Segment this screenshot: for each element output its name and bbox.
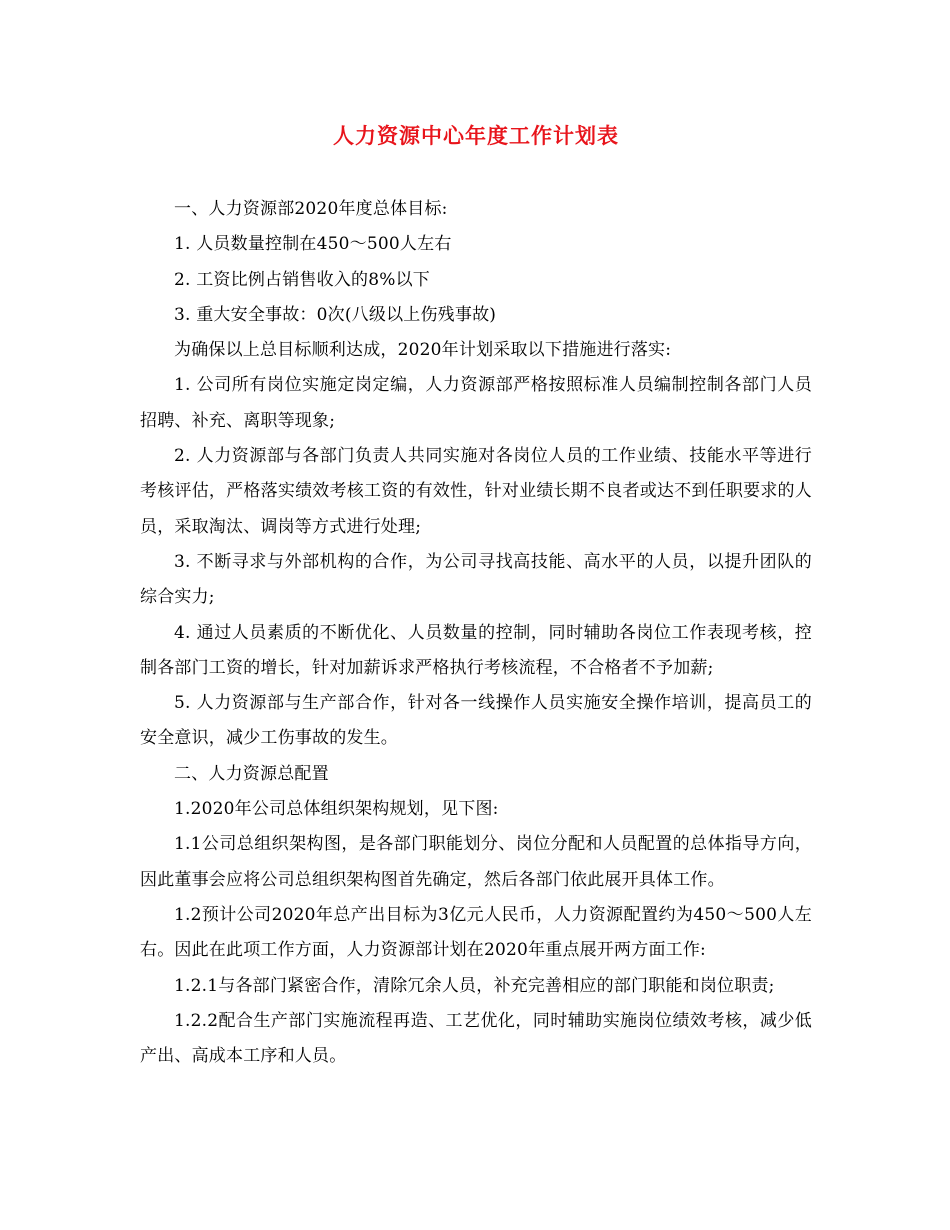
paragraph-goals-heading: 一、人力资源部2020年度总体目标: [174,199,448,219]
paragraph-1: 1.2020年公司总体组织架构规划，见下图: [174,799,499,820]
paragraph-1-2: 1.2预计公司2020年总产出目标为3亿元人民币，人力资源配置约为450～500人左右。因此在此项工作方面，人力资源部计划在2020年重点展开两方面工作: [140,904,812,961]
document-title: 人力资源中心年度工作计划表 [333,123,619,148]
paragraph-measures-intro: 为确保以上总目标顺利达成，2020年计划采取以下措施进行落实: [174,340,672,361]
paragraph-measure-2: 2. 人力资源部与各部门负责人共同实施对各岗位人员的工作业绩、技能水平等进行考核评估，严格落实绩效考核工资的有效性，针对业绩长期不良者或达不到任职要求的人员，采取淘汰、调岗等方式进行处理; [140,446,812,537]
paragraph-1-1: 1.1公司总组织架构图，是各部门职能划分、岗位分配和人员配置的总体指导方向，因此董事会应将公司总组织架构图首先确定，然后各部门依此展开具体工作。 [140,834,812,890]
document-body [140,192,812,1074]
document-page [140,118,812,1074]
paragraph-goal-3: 3. 重大安全事故：0次(八级以上伤残事故) [174,304,497,325]
paragraph-1-2-1: 1.2.1与各部门紧密合作，清除冗余人员，补充完善相应的部门职能和岗位职责; [174,975,775,996]
paragraph-goal-2: 2. 工资比例占销售收入的8%以下 [174,269,430,290]
paragraph-measure-1: 1. 公司所有岗位实施定岗定编，人力资源部严格按照标准人员编制控制各部门人员招聘、补充、离职等现象; [140,375,812,431]
paragraph-measure-4: 4. 通过人员素质的不断优化、人员数量的控制，同时辅助各岗位工作表现考核，控制各部门工资的增长，针对加薪诉求严格执行考核流程，不合格者不予加薪; [140,622,812,678]
paragraph-measure-3: 3. 不断寻求与外部机构的合作，为公司寻找高技能、高水平的人员，以提升团队的综合实力; [140,551,812,608]
paragraph-section-2-heading: 二、人力资源总配置 [174,763,329,784]
paragraph-measure-5: 5. 人力资源部与生产部合作，针对各一线操作人员实施安全操作培训，提高员工的安全意识，减少工伤事故的发生。 [140,693,812,749]
paragraph-1-2-2: 1.2.2配合生产部门实施流程再造、工艺优化，同时辅助实施岗位绩效考核，减少低产出、高成本工序和人员。 [140,1010,812,1067]
paragraph-goal-1: 1. 人员数量控制在450～500人左右 [174,234,452,255]
